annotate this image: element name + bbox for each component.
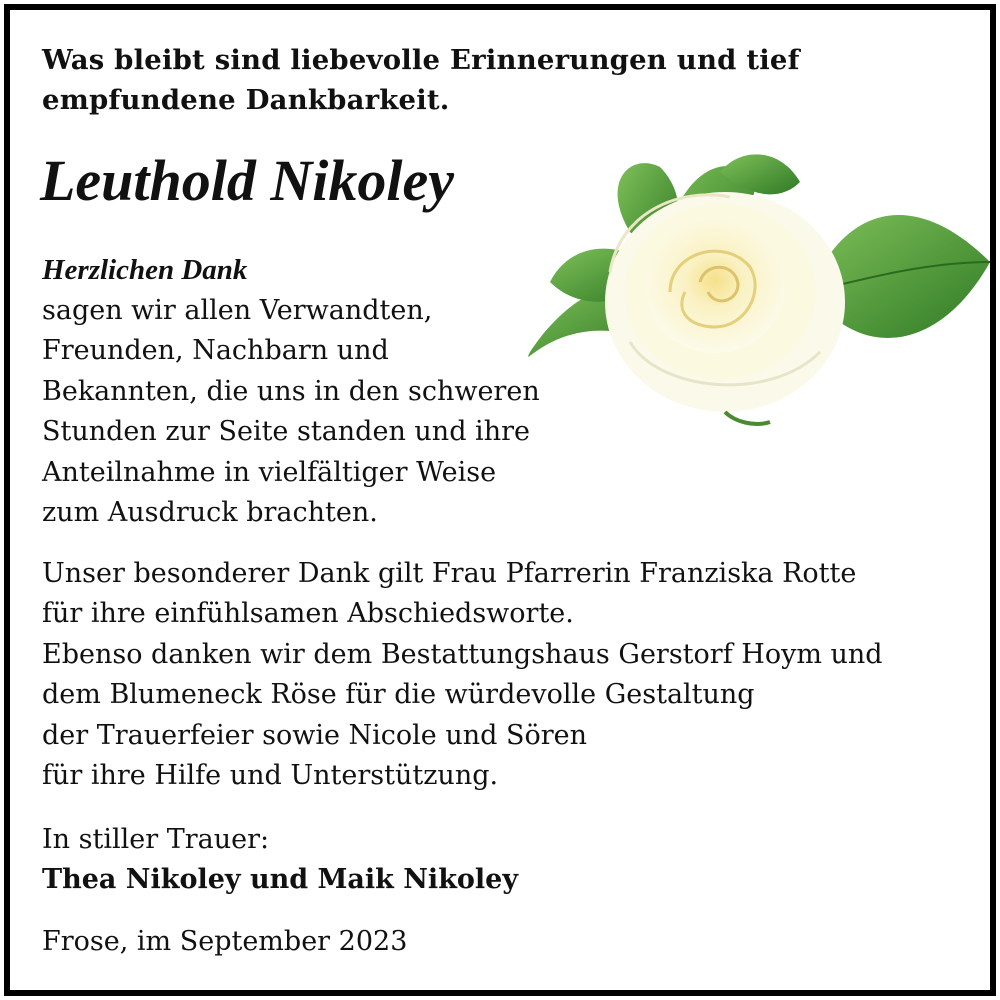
- place-date: [42, 922, 407, 962]
- place-date-line: Frose, im September 2023: [42, 926, 408, 957]
- text-line: Bekannten, die uns in den schweren: [42, 375, 540, 407]
- text-line: dem Blumeneck Röse für die würdevolle Gestaltung: [42, 679, 755, 711]
- text-line: Ebenso danken wir dem Bestattungshaus Gerstorf Hoym und: [42, 638, 883, 670]
- mourner-names: Thea Nikoley und Maik Nikoley: [42, 864, 519, 896]
- text-line: Stunden zur Seite standen und ihre: [42, 416, 530, 448]
- text-line: zum Ausdruck brachten.: [42, 497, 378, 529]
- mourning-section: [42, 820, 518, 901]
- mourning-label: In stiller Trauer:: [42, 824, 270, 855]
- text-line: für ihre einfühlsamen Abschiedsworte.: [42, 598, 574, 630]
- deceased-name: Leuthold Nikoley: [40, 148, 455, 213]
- text-line: Freunden, Nachbarn und: [42, 335, 389, 367]
- text-line: für ihre Hilfe und Unterstützung.: [42, 760, 499, 792]
- motto: [42, 40, 942, 120]
- special-thanks: [42, 554, 883, 796]
- text-line: Anteilnahme in vielfältiger Weise: [42, 456, 497, 488]
- thanks-text: [42, 291, 540, 533]
- text-line: der Trauerfeier sowie Nicole und Sören: [42, 719, 588, 751]
- text-line: Unser besonderer Dank gilt Frau Pfarrerin Franziska Rotte: [42, 558, 857, 589]
- text-line: sagen wir allen Verwandten,: [42, 295, 433, 326]
- motto-line: Was bleibt sind liebevolle Erinnerungen und tief: [42, 44, 800, 76]
- white-rose-icon: [510, 142, 1000, 442]
- thanks-title: Herzlichen Dank: [42, 254, 248, 286]
- obituary-card: [4, 4, 996, 996]
- motto-line: empfundene Dankbarkeit.: [42, 84, 450, 116]
